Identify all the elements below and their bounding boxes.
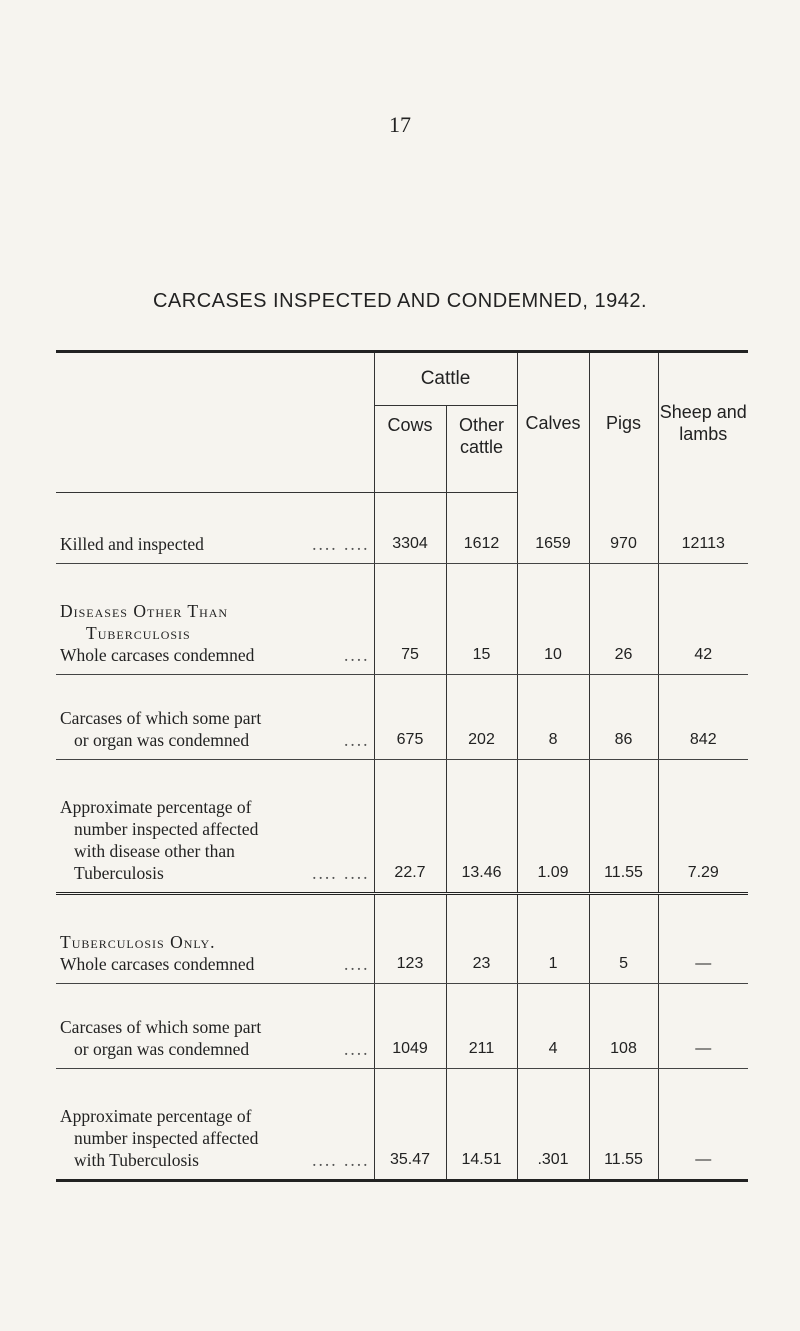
cell-other-cattle: 1612: [446, 493, 517, 564]
header-calves: Calves: [517, 352, 589, 493]
row-label-line: Whole carcases condemned: [60, 645, 255, 665]
cell-sheep-and-lambs: 842: [658, 675, 748, 760]
row-label: [56, 984, 374, 1069]
table-row: [56, 493, 748, 564]
cell-cows: 675: [374, 675, 446, 760]
cell-sheep-and-lambs: 12113: [658, 493, 748, 564]
cell-sheep-and-lambs: 7.29: [658, 760, 748, 894]
cell-pigs: 108: [589, 984, 658, 1069]
cell-calves: 1.09: [517, 760, 589, 894]
header-cows: Cows: [374, 406, 446, 493]
cell-other-cattle: 13.46: [446, 760, 517, 894]
carcases-table: [56, 350, 748, 1182]
cell-other-cattle: 202: [446, 675, 517, 760]
leader-dots: .... ....: [312, 534, 370, 554]
section-heading-line: Diseases Other Than: [60, 601, 229, 621]
row-label: [56, 760, 374, 894]
header-other-cattle: Other cattle: [446, 406, 517, 493]
row-label-line: number inspected affected: [74, 819, 259, 839]
row-label: [56, 675, 374, 760]
cell-pigs: 26: [589, 564, 658, 675]
row-label-line: or organ was condemned: [74, 1039, 250, 1059]
header-cattle: Cattle: [374, 352, 517, 406]
cell-cows: 1049: [374, 984, 446, 1069]
cell-sheep-and-lambs: 42: [658, 564, 748, 675]
header-sheep-and-lambs: Sheep and lambs: [658, 352, 748, 493]
cell-other-cattle: 14.51: [446, 1069, 517, 1181]
cell-calves: .301: [517, 1069, 589, 1181]
cell-pigs: 86: [589, 675, 658, 760]
table-row: [56, 894, 748, 984]
row-label-line: or organ was condemned: [74, 730, 250, 750]
leader-dots: ....: [344, 1039, 370, 1059]
row-label-line: number inspected affected: [74, 1128, 259, 1148]
cell-other-cattle: 15: [446, 564, 517, 675]
header-blank-cell: [56, 352, 374, 493]
cell-calves: 1659: [517, 493, 589, 564]
row-label-line: Carcases of which some part: [60, 708, 262, 728]
cell-cows: 123: [374, 894, 446, 984]
cell-cows: 75: [374, 564, 446, 675]
cell-sheep-and-lambs: —: [658, 1069, 748, 1181]
leader-dots: .... ....: [312, 1150, 370, 1170]
table-row: [56, 760, 748, 894]
row-label-line: Approximate percentage of: [60, 1106, 252, 1126]
row-label-line: with disease other than: [74, 841, 235, 861]
section-heading-line: Tuberculosis: [86, 623, 191, 643]
row-label-line: Tuberculosis: [74, 863, 164, 883]
cell-pigs: 970: [589, 493, 658, 564]
cell-cows: 35.47: [374, 1069, 446, 1181]
cell-cows: 3304: [374, 493, 446, 564]
table-header: [56, 352, 748, 493]
cell-other-cattle: 23: [446, 894, 517, 984]
leader-dots: ....: [344, 954, 370, 974]
table-row: [56, 1069, 748, 1181]
section-heading-line: Tuberculosis Only.: [60, 932, 216, 952]
cell-other-cattle: 211: [446, 984, 517, 1069]
cell-sheep-and-lambs: —: [658, 984, 748, 1069]
header-pigs: Pigs: [589, 352, 658, 493]
cell-pigs: 5: [589, 894, 658, 984]
document-title: CARCASES INSPECTED AND CONDEMNED, 1942.: [152, 290, 648, 312]
cell-sheep-and-lambs: —: [658, 894, 748, 984]
leader-dots: ....: [344, 645, 370, 665]
cell-calves: 1: [517, 894, 589, 984]
cell-pigs: 11.55: [589, 1069, 658, 1181]
page-number: 17: [389, 112, 411, 137]
leader-dots: .... ....: [312, 863, 370, 883]
row-label: [56, 493, 374, 564]
cell-calves: 4: [517, 984, 589, 1069]
row-label: [56, 1069, 374, 1181]
carcases-table-container: [56, 350, 748, 1182]
cell-cows: 22.7: [374, 760, 446, 894]
table-row: [56, 984, 748, 1069]
cell-calves: 8: [517, 675, 589, 760]
row-label: [56, 894, 374, 984]
row-label-line: Whole carcases condemned: [60, 954, 255, 974]
row-label-line: Carcases of which some part: [60, 1017, 262, 1037]
row-label-line: Killed and inspected: [60, 534, 204, 554]
row-label: [56, 564, 374, 675]
row-label-line: Approximate percentage of: [60, 797, 252, 817]
cell-calves: 10: [517, 564, 589, 675]
cell-pigs: 11.55: [589, 760, 658, 894]
leader-dots: ....: [344, 730, 370, 750]
table-body: [56, 493, 748, 1181]
row-label-line: with Tuberculosis: [74, 1150, 199, 1170]
table-row: [56, 564, 748, 675]
table-row: [56, 675, 748, 760]
